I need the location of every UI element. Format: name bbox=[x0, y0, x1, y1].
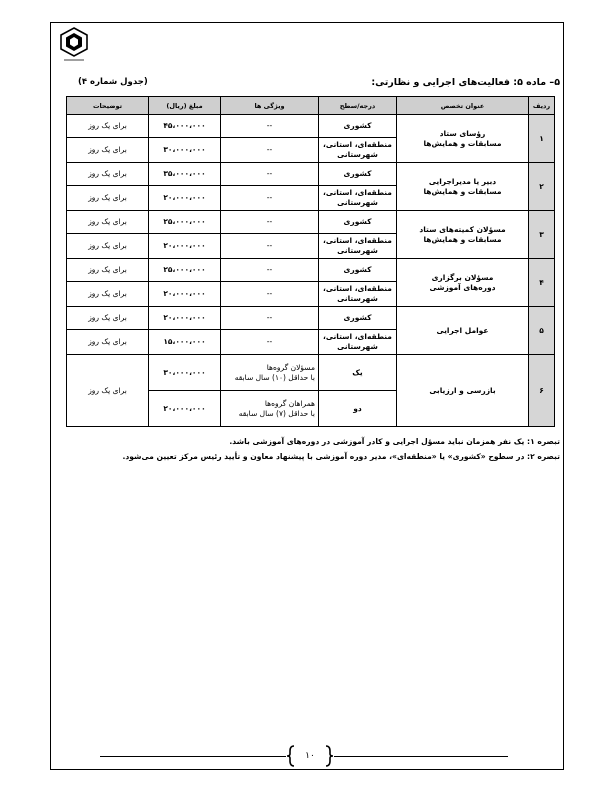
amount-cell: ۳۵،۰۰۰،۰۰۰ bbox=[149, 163, 221, 186]
note-cell: برای یک روز bbox=[67, 259, 149, 282]
amount-cell: ۳۰،۰۰۰،۰۰۰ bbox=[149, 355, 221, 391]
amount-cell: ۲۰،۰۰۰،۰۰۰ bbox=[149, 282, 221, 307]
feature-cell: -- bbox=[221, 307, 319, 330]
amount-cell: ۲۰،۰۰۰،۰۰۰ bbox=[149, 391, 221, 427]
header-level: درجه/سطح bbox=[319, 97, 397, 115]
specialty-title: بازرسی و ارزیابی bbox=[397, 355, 529, 427]
note-cell: برای یک روز bbox=[67, 163, 149, 186]
level-cell: منطقه‌ای، استانی، شهرستانی bbox=[319, 330, 397, 355]
table-row bbox=[67, 259, 555, 282]
amount-cell: ۲۰،۰۰۰،۰۰۰ bbox=[149, 186, 221, 211]
table-row bbox=[67, 211, 555, 234]
footer-rule-right bbox=[334, 756, 508, 757]
footer-rule-left bbox=[100, 756, 286, 757]
amount-cell: ۲۰،۰۰۰،۰۰۰ bbox=[149, 234, 221, 259]
feature-cell: -- bbox=[221, 234, 319, 259]
row-number: ۵ bbox=[529, 307, 555, 355]
feature-cell: -- bbox=[221, 282, 319, 307]
feature-cell: مسؤلان گروه‌ها با حداقل (۱۰) سال سابقه bbox=[221, 355, 319, 391]
level-cell: کشوری bbox=[319, 163, 397, 186]
header-specialty: عنوان تخصص bbox=[397, 97, 529, 115]
notes-block bbox=[90, 434, 560, 464]
row-number: ۴ bbox=[529, 259, 555, 307]
amount-cell: ۱۵،۰۰۰،۰۰۰ bbox=[149, 330, 221, 355]
feature-cell: -- bbox=[221, 330, 319, 355]
organization-emblem-icon bbox=[58, 26, 90, 62]
level-cell: دو bbox=[319, 391, 397, 427]
header-notes: توضیحات bbox=[67, 97, 149, 115]
note-cell: برای یک روز bbox=[67, 355, 149, 427]
level-cell: منطقه‌ای، استانی، شهرستانی bbox=[319, 186, 397, 211]
feature-cell: -- bbox=[221, 259, 319, 282]
table-row bbox=[67, 115, 555, 138]
level-cell: منطقه‌ای، استانی، شهرستانی bbox=[319, 138, 397, 163]
amount-cell: ۴۵،۰۰۰،۰۰۰ bbox=[149, 115, 221, 138]
specialty-title: عوامل اجرایی bbox=[397, 307, 529, 355]
specialty-title: مسؤلان کمیته‌های ستاد مسابقات و همایش‌ها bbox=[397, 211, 529, 259]
level-cell: منطقه‌ای، استانی، شهرستانی bbox=[319, 234, 397, 259]
note-cell: برای یک روز bbox=[67, 211, 149, 234]
level-cell: کشوری bbox=[319, 259, 397, 282]
feature-cell: -- bbox=[221, 186, 319, 211]
table-row bbox=[67, 355, 555, 391]
row-number: ۱ bbox=[529, 115, 555, 163]
level-cell: کشوری bbox=[319, 115, 397, 138]
header-row-no: ردیف bbox=[529, 97, 555, 115]
amount-cell: ۳۰،۰۰۰،۰۰۰ bbox=[149, 138, 221, 163]
amount-cell: ۲۵،۰۰۰،۰۰۰ bbox=[149, 211, 221, 234]
note-cell: برای یک روز bbox=[67, 138, 149, 163]
specialty-title: رؤسای ستاد مسابقات و همایش‌ها bbox=[397, 115, 529, 163]
page-number: ۱۰ bbox=[305, 751, 315, 761]
feature-cell: -- bbox=[221, 163, 319, 186]
specialty-title: دبیر یا مدیراجرایی مسابقات و همایش‌ها bbox=[397, 163, 529, 211]
feature-cell: همراهان گروه‌ها با حداقل (۷) سال سابقه bbox=[221, 391, 319, 427]
level-cell: یک bbox=[319, 355, 397, 391]
feature-cell: -- bbox=[221, 138, 319, 163]
table-row bbox=[67, 163, 555, 186]
level-cell: کشوری bbox=[319, 307, 397, 330]
header-features: ویژگی ها bbox=[221, 97, 319, 115]
header-amount: مبلغ (ریال) bbox=[149, 97, 221, 115]
amount-cell: ۲۵،۰۰۰،۰۰۰ bbox=[149, 259, 221, 282]
note-cell: برای یک روز bbox=[67, 186, 149, 211]
section-title: ۵– ماده ۵: فعالیت‌های اجرایی و نظارتی: bbox=[371, 77, 560, 88]
specialty-title: مسؤلان برگزاری دوره‌های آموزشی bbox=[397, 259, 529, 307]
note-cell: برای یک روز bbox=[67, 330, 149, 355]
level-cell: منطقه‌ای، استانی، شهرستانی bbox=[319, 282, 397, 307]
table-row bbox=[67, 307, 555, 330]
table-header-row bbox=[67, 97, 555, 115]
feature-cell: -- bbox=[221, 115, 319, 138]
row-number: ۳ bbox=[529, 211, 555, 259]
page-footer bbox=[100, 742, 508, 768]
note-2: تبصره ۲: در سطوح «کشوری» یا «منطقه‌ای»، مدیر دوره آموزشی با پیشنهاد معاون و تأیید رئیس مرکز تعیین می‌شود. bbox=[122, 452, 560, 461]
note-cell: برای یک روز bbox=[67, 307, 149, 330]
payment-table bbox=[66, 96, 555, 427]
note-cell: برای یک روز bbox=[67, 282, 149, 307]
note-1: تبصره ۱: یک نفر همزمان نباید مسؤل اجرایی و کادر آموزشی در دوره‌های آموزشی باشد. bbox=[229, 437, 560, 446]
feature-cell: -- bbox=[221, 211, 319, 234]
row-number: ۶ bbox=[529, 355, 555, 427]
level-cell: کشوری bbox=[319, 211, 397, 234]
note-cell: برای یک روز bbox=[67, 115, 149, 138]
row-number: ۲ bbox=[529, 163, 555, 211]
table-reference: (جدول شماره ۴) bbox=[78, 77, 148, 87]
amount-cell: ۲۰،۰۰۰،۰۰۰ bbox=[149, 307, 221, 330]
note-cell: برای یک روز bbox=[67, 234, 149, 259]
